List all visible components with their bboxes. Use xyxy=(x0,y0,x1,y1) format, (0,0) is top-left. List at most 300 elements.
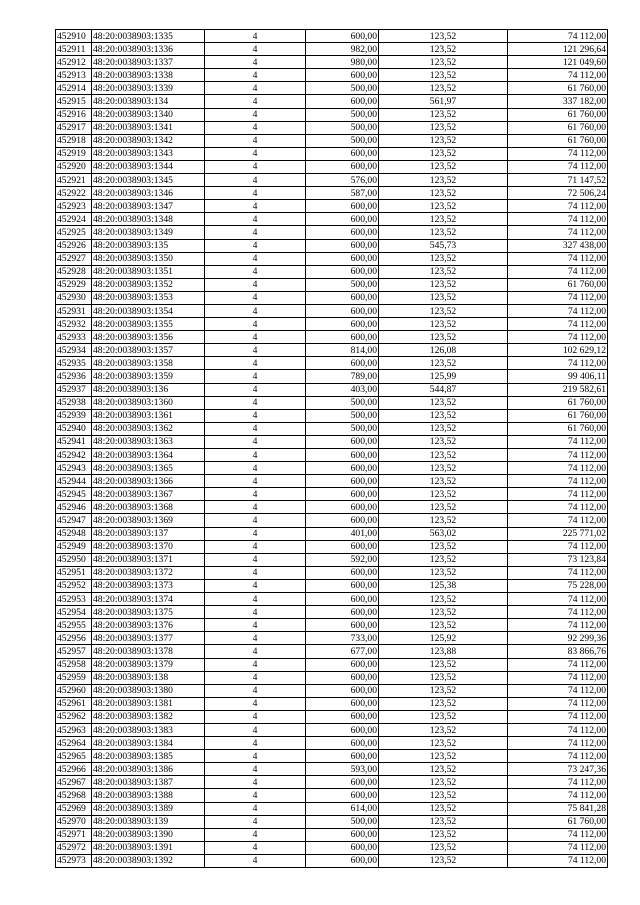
cadastral-value-cell: 74 112,00 xyxy=(508,147,608,160)
category-cell: 4 xyxy=(205,697,306,710)
unit-value-cell: 123,52 xyxy=(379,854,508,867)
category-cell: 4 xyxy=(205,213,306,226)
category-cell: 4 xyxy=(205,95,306,108)
area-cell: 500,00 xyxy=(306,396,379,409)
table-row xyxy=(56,304,608,317)
cadastral-number-cell: 48:20:0038903:1353 xyxy=(92,291,205,304)
row-number-cell: 452912 xyxy=(56,56,92,69)
unit-value-cell: 125,38 xyxy=(379,579,508,592)
cadastral-value-cell: 121 049,60 xyxy=(508,56,608,69)
area-cell: 600,00 xyxy=(306,147,379,160)
unit-value-cell: 123,52 xyxy=(379,108,508,121)
category-cell: 4 xyxy=(205,291,306,304)
unit-value-cell: 123,52 xyxy=(379,121,508,134)
cadastral-value-cell: 61 760,00 xyxy=(508,815,608,828)
area-cell: 401,00 xyxy=(306,527,379,540)
row-number-cell: 452934 xyxy=(56,344,92,357)
table-row xyxy=(56,69,608,82)
row-number-cell: 452950 xyxy=(56,553,92,566)
area-cell: 500,00 xyxy=(306,422,379,435)
category-cell: 4 xyxy=(205,789,306,802)
cadastral-number-cell: 48:20:0038903:1378 xyxy=(92,645,205,658)
table-row xyxy=(56,213,608,226)
row-number-cell: 452937 xyxy=(56,383,92,396)
category-cell: 4 xyxy=(205,187,306,200)
cadastral-number-cell: 48:20:0038903:1340 xyxy=(92,108,205,121)
category-cell: 4 xyxy=(205,776,306,789)
table-row xyxy=(56,645,608,658)
table-row xyxy=(56,462,608,475)
table-row xyxy=(56,43,608,56)
cadastral-value-cell: 74 112,00 xyxy=(508,252,608,265)
area-cell: 600,00 xyxy=(306,488,379,501)
table-row xyxy=(56,134,608,147)
cadastral-number-cell: 48:20:0038903:1369 xyxy=(92,514,205,527)
row-number-cell: 452961 xyxy=(56,697,92,710)
cadastral-number-cell: 48:20:0038903:1383 xyxy=(92,723,205,736)
unit-value-cell: 123,52 xyxy=(379,514,508,527)
row-number-cell: 452955 xyxy=(56,619,92,632)
table-row xyxy=(56,566,608,579)
cadastral-number-cell: 48:20:0038903:138 xyxy=(92,671,205,684)
row-number-cell: 452928 xyxy=(56,265,92,278)
unit-value-cell: 123,52 xyxy=(379,619,508,632)
area-cell: 600,00 xyxy=(306,828,379,841)
area-cell: 814,00 xyxy=(306,344,379,357)
row-number-cell: 452949 xyxy=(56,540,92,553)
category-cell: 4 xyxy=(205,593,306,606)
cadastral-value-cell: 75 228,00 xyxy=(508,579,608,592)
table-row xyxy=(56,658,608,671)
row-number-cell: 452957 xyxy=(56,645,92,658)
cadastral-number-cell: 48:20:0038903:1335 xyxy=(92,30,205,43)
cadastral-number-cell: 48:20:0038903:1380 xyxy=(92,684,205,697)
category-cell: 4 xyxy=(205,226,306,239)
category-cell: 4 xyxy=(205,331,306,344)
category-cell: 4 xyxy=(205,553,306,566)
row-number-cell: 452953 xyxy=(56,593,92,606)
area-cell: 500,00 xyxy=(306,815,379,828)
unit-value-cell: 123,52 xyxy=(379,566,508,579)
row-number-cell: 452959 xyxy=(56,671,92,684)
unit-value-cell: 123,52 xyxy=(379,488,508,501)
cadastral-number-cell: 48:20:0038903:1360 xyxy=(92,396,205,409)
row-number-cell: 452963 xyxy=(56,723,92,736)
area-cell: 733,00 xyxy=(306,632,379,645)
cadastral-value-cell: 74 112,00 xyxy=(508,331,608,344)
unit-value-cell: 123,52 xyxy=(379,134,508,147)
category-cell: 4 xyxy=(205,435,306,448)
unit-value-cell: 123,52 xyxy=(379,396,508,409)
row-number-cell: 452951 xyxy=(56,566,92,579)
cadastral-number-cell: 48:20:0038903:1337 xyxy=(92,56,205,69)
category-cell: 4 xyxy=(205,318,306,331)
row-number-cell: 452947 xyxy=(56,514,92,527)
row-number-cell: 452962 xyxy=(56,710,92,723)
cadastral-value-cell: 74 112,00 xyxy=(508,357,608,370)
unit-value-cell: 123,52 xyxy=(379,56,508,69)
cadastral-number-cell: 48:20:0038903:1370 xyxy=(92,540,205,553)
category-cell: 4 xyxy=(205,252,306,265)
table-row xyxy=(56,239,608,252)
table-row xyxy=(56,357,608,370)
category-cell: 4 xyxy=(205,108,306,121)
row-number-cell: 452968 xyxy=(56,789,92,802)
unit-value-cell: 123,52 xyxy=(379,409,508,422)
unit-value-cell: 123,52 xyxy=(379,697,508,710)
row-number-cell: 452921 xyxy=(56,174,92,187)
cadastral-value-cell: 74 112,00 xyxy=(508,304,608,317)
cadastral-value-cell: 74 112,00 xyxy=(508,710,608,723)
cadastral-number-cell: 48:20:0038903:136 xyxy=(92,383,205,396)
unit-value-cell: 123,52 xyxy=(379,553,508,566)
category-cell: 4 xyxy=(205,449,306,462)
area-cell: 600,00 xyxy=(306,697,379,710)
row-number-cell: 452941 xyxy=(56,435,92,448)
area-cell: 600,00 xyxy=(306,710,379,723)
unit-value-cell: 123,52 xyxy=(379,462,508,475)
cadastral-number-cell: 48:20:0038903:1362 xyxy=(92,422,205,435)
category-cell: 4 xyxy=(205,737,306,750)
unit-value-cell: 123,52 xyxy=(379,540,508,553)
row-number-cell: 452946 xyxy=(56,501,92,514)
cadastral-value-cell: 83 866,76 xyxy=(508,645,608,658)
cadastral-value-cell: 74 112,00 xyxy=(508,449,608,462)
category-cell: 4 xyxy=(205,501,306,514)
unit-value-cell: 123,52 xyxy=(379,841,508,854)
cadastral-value-cell: 61 760,00 xyxy=(508,82,608,95)
category-cell: 4 xyxy=(205,462,306,475)
cadastral-value-cell: 74 112,00 xyxy=(508,462,608,475)
row-number-cell: 452932 xyxy=(56,318,92,331)
row-number-cell: 452927 xyxy=(56,252,92,265)
table-row xyxy=(56,331,608,344)
table-row xyxy=(56,750,608,763)
table-row xyxy=(56,789,608,802)
row-number-cell: 452952 xyxy=(56,579,92,592)
row-number-cell: 452930 xyxy=(56,291,92,304)
table-row xyxy=(56,291,608,304)
table-row xyxy=(56,409,608,422)
cadastral-value-cell: 74 112,00 xyxy=(508,30,608,43)
row-number-cell: 452913 xyxy=(56,69,92,82)
cadastral-value-cell: 74 112,00 xyxy=(508,789,608,802)
cadastral-value-cell: 121 296,64 xyxy=(508,43,608,56)
area-cell: 614,00 xyxy=(306,802,379,815)
unit-value-cell: 123,52 xyxy=(379,213,508,226)
cadastral-number-cell: 48:20:0038903:1368 xyxy=(92,501,205,514)
table-row xyxy=(56,160,608,173)
cadastral-value-cell: 74 112,00 xyxy=(508,291,608,304)
table-row xyxy=(56,147,608,160)
cadastral-number-cell: 48:20:0038903:1361 xyxy=(92,409,205,422)
cadastral-value-cell: 73 123,84 xyxy=(508,553,608,566)
row-number-cell: 452924 xyxy=(56,213,92,226)
row-number-cell: 452956 xyxy=(56,632,92,645)
cadastral-value-cell: 74 112,00 xyxy=(508,723,608,736)
category-cell: 4 xyxy=(205,828,306,841)
row-number-cell: 452931 xyxy=(56,304,92,317)
row-number-cell: 452954 xyxy=(56,606,92,619)
cadastral-value-cell: 74 112,00 xyxy=(508,501,608,514)
cadastral-value-cell: 61 760,00 xyxy=(508,396,608,409)
cadastral-value-cell: 74 112,00 xyxy=(508,435,608,448)
table-row xyxy=(56,449,608,462)
category-cell: 4 xyxy=(205,619,306,632)
row-number-cell: 452923 xyxy=(56,200,92,213)
cadastral-value-cell: 74 112,00 xyxy=(508,226,608,239)
area-cell: 600,00 xyxy=(306,475,379,488)
cadastral-value-cell: 74 112,00 xyxy=(508,828,608,841)
row-number-cell: 452973 xyxy=(56,854,92,867)
category-cell: 4 xyxy=(205,278,306,291)
cadastral-value-cell: 61 760,00 xyxy=(508,108,608,121)
cadastral-value-cell: 61 760,00 xyxy=(508,422,608,435)
area-cell: 677,00 xyxy=(306,645,379,658)
cadastral-value-cell: 74 112,00 xyxy=(508,475,608,488)
unit-value-cell: 123,52 xyxy=(379,435,508,448)
area-cell: 600,00 xyxy=(306,318,379,331)
table-row xyxy=(56,632,608,645)
row-number-cell: 452943 xyxy=(56,462,92,475)
cadastral-number-cell: 48:20:0038903:1390 xyxy=(92,828,205,841)
cadastral-value-cell: 61 760,00 xyxy=(508,278,608,291)
area-cell: 600,00 xyxy=(306,789,379,802)
cadastral-number-cell: 48:20:0038903:1389 xyxy=(92,802,205,815)
unit-value-cell: 123,52 xyxy=(379,815,508,828)
cadastral-value-cell: 99 406,11 xyxy=(508,370,608,383)
cadastral-value-cell: 72 506,24 xyxy=(508,187,608,200)
cadastral-number-cell: 48:20:0038903:1363 xyxy=(92,435,205,448)
table-row xyxy=(56,226,608,239)
area-cell: 600,00 xyxy=(306,95,379,108)
area-cell: 600,00 xyxy=(306,449,379,462)
row-number-cell: 452960 xyxy=(56,684,92,697)
unit-value-cell: 123,52 xyxy=(379,449,508,462)
row-number-cell: 452917 xyxy=(56,121,92,134)
cadastral-number-cell: 48:20:0038903:1346 xyxy=(92,187,205,200)
area-cell: 600,00 xyxy=(306,737,379,750)
table-row xyxy=(56,488,608,501)
area-cell: 600,00 xyxy=(306,265,379,278)
cadastral-value-cell: 74 112,00 xyxy=(508,619,608,632)
area-cell: 600,00 xyxy=(306,30,379,43)
table-row xyxy=(56,776,608,789)
cadastral-number-cell: 48:20:0038903:1375 xyxy=(92,606,205,619)
area-cell: 500,00 xyxy=(306,108,379,121)
area-cell: 600,00 xyxy=(306,435,379,448)
cadastral-value-cell: 74 112,00 xyxy=(508,318,608,331)
row-number-cell: 452911 xyxy=(56,43,92,56)
unit-value-cell: 123,52 xyxy=(379,776,508,789)
cadastral-value-cell: 74 112,00 xyxy=(508,671,608,684)
area-cell: 600,00 xyxy=(306,566,379,579)
area-cell: 600,00 xyxy=(306,501,379,514)
table-row xyxy=(56,370,608,383)
unit-value-cell: 125,99 xyxy=(379,370,508,383)
table-row xyxy=(56,383,608,396)
cadastral-number-cell: 48:20:0038903:134 xyxy=(92,95,205,108)
unit-value-cell: 545,73 xyxy=(379,239,508,252)
area-cell: 500,00 xyxy=(306,121,379,134)
unit-value-cell: 123,52 xyxy=(379,684,508,697)
row-number-cell: 452964 xyxy=(56,737,92,750)
category-cell: 4 xyxy=(205,56,306,69)
category-cell: 4 xyxy=(205,409,306,422)
cadastral-value-cell: 74 112,00 xyxy=(508,566,608,579)
cadastral-number-cell: 48:20:0038903:1354 xyxy=(92,304,205,317)
area-cell: 600,00 xyxy=(306,331,379,344)
row-number-cell: 452945 xyxy=(56,488,92,501)
category-cell: 4 xyxy=(205,671,306,684)
cadastral-value-cell: 71 147,52 xyxy=(508,174,608,187)
category-cell: 4 xyxy=(205,147,306,160)
cadastral-value-table xyxy=(55,29,608,868)
unit-value-cell: 123,52 xyxy=(379,278,508,291)
area-cell: 593,00 xyxy=(306,763,379,776)
table-row xyxy=(56,527,608,540)
table-row xyxy=(56,723,608,736)
cadastral-value-cell: 73 247,36 xyxy=(508,763,608,776)
unit-value-cell: 123,52 xyxy=(379,357,508,370)
table-row xyxy=(56,396,608,409)
unit-value-cell: 123,52 xyxy=(379,737,508,750)
unit-value-cell: 123,52 xyxy=(379,763,508,776)
cadastral-number-cell: 48:20:0038903:1344 xyxy=(92,160,205,173)
row-number-cell: 452935 xyxy=(56,357,92,370)
area-cell: 600,00 xyxy=(306,540,379,553)
area-cell: 600,00 xyxy=(306,252,379,265)
area-cell: 500,00 xyxy=(306,82,379,95)
row-number-cell: 452926 xyxy=(56,239,92,252)
area-cell: 500,00 xyxy=(306,409,379,422)
unit-value-cell: 123,88 xyxy=(379,645,508,658)
category-cell: 4 xyxy=(205,514,306,527)
category-cell: 4 xyxy=(205,265,306,278)
table-row xyxy=(56,56,608,69)
unit-value-cell: 123,52 xyxy=(379,252,508,265)
table-row xyxy=(56,841,608,854)
cadastral-number-cell: 48:20:0038903:1371 xyxy=(92,553,205,566)
table-row xyxy=(56,278,608,291)
cadastral-number-cell: 48:20:0038903:1388 xyxy=(92,789,205,802)
cadastral-value-cell: 225 771,02 xyxy=(508,527,608,540)
cadastral-number-cell: 48:20:0038903:1355 xyxy=(92,318,205,331)
category-cell: 4 xyxy=(205,658,306,671)
table-row xyxy=(56,252,608,265)
cadastral-number-cell: 48:20:0038903:1339 xyxy=(92,82,205,95)
cadastral-value-cell: 74 112,00 xyxy=(508,658,608,671)
area-cell: 600,00 xyxy=(306,658,379,671)
category-cell: 4 xyxy=(205,69,306,82)
cadastral-value-cell: 102 629,12 xyxy=(508,344,608,357)
category-cell: 4 xyxy=(205,239,306,252)
row-number-cell: 452919 xyxy=(56,147,92,160)
area-cell: 789,00 xyxy=(306,370,379,383)
area-cell: 600,00 xyxy=(306,619,379,632)
category-cell: 4 xyxy=(205,134,306,147)
row-number-cell: 452936 xyxy=(56,370,92,383)
cadastral-number-cell: 48:20:0038903:1382 xyxy=(92,710,205,723)
unit-value-cell: 123,52 xyxy=(379,318,508,331)
area-cell: 600,00 xyxy=(306,200,379,213)
cadastral-number-cell: 48:20:0038903:1385 xyxy=(92,750,205,763)
cadastral-value-cell: 74 112,00 xyxy=(508,69,608,82)
unit-value-cell: 123,52 xyxy=(379,723,508,736)
row-number-cell: 452918 xyxy=(56,134,92,147)
row-number-cell: 452922 xyxy=(56,187,92,200)
cadastral-number-cell: 48:20:0038903:1348 xyxy=(92,213,205,226)
category-cell: 4 xyxy=(205,540,306,553)
area-cell: 600,00 xyxy=(306,69,379,82)
cadastral-value-cell: 219 582,61 xyxy=(508,383,608,396)
row-number-cell: 452967 xyxy=(56,776,92,789)
area-cell: 600,00 xyxy=(306,291,379,304)
unit-value-cell: 123,52 xyxy=(379,69,508,82)
row-number-cell: 452966 xyxy=(56,763,92,776)
unit-value-cell: 123,52 xyxy=(379,658,508,671)
area-cell: 600,00 xyxy=(306,684,379,697)
row-number-cell: 452972 xyxy=(56,841,92,854)
cadastral-value-cell: 74 112,00 xyxy=(508,684,608,697)
category-cell: 4 xyxy=(205,160,306,173)
area-cell: 403,00 xyxy=(306,383,379,396)
area-cell: 600,00 xyxy=(306,514,379,527)
row-number-cell: 452969 xyxy=(56,802,92,815)
cadastral-value-cell: 74 112,00 xyxy=(508,213,608,226)
category-cell: 4 xyxy=(205,30,306,43)
category-cell: 4 xyxy=(205,710,306,723)
cadastral-number-cell: 48:20:0038903:1350 xyxy=(92,252,205,265)
unit-value-cell: 123,52 xyxy=(379,200,508,213)
table-row xyxy=(56,553,608,566)
area-cell: 600,00 xyxy=(306,593,379,606)
row-number-cell: 452942 xyxy=(56,449,92,462)
area-cell: 600,00 xyxy=(306,750,379,763)
table-row xyxy=(56,422,608,435)
table-row xyxy=(56,95,608,108)
table-row xyxy=(56,828,608,841)
area-cell: 600,00 xyxy=(306,606,379,619)
table-row xyxy=(56,200,608,213)
area-cell: 982,00 xyxy=(306,43,379,56)
category-cell: 4 xyxy=(205,606,306,619)
cadastral-value-cell: 74 112,00 xyxy=(508,160,608,173)
area-cell: 600,00 xyxy=(306,304,379,317)
cadastral-value-cell: 74 112,00 xyxy=(508,750,608,763)
area-cell: 500,00 xyxy=(306,278,379,291)
cadastral-number-cell: 48:20:0038903:1347 xyxy=(92,200,205,213)
area-cell: 587,00 xyxy=(306,187,379,200)
cadastral-value-cell: 74 112,00 xyxy=(508,488,608,501)
row-number-cell: 452925 xyxy=(56,226,92,239)
row-number-cell: 452915 xyxy=(56,95,92,108)
unit-value-cell: 123,52 xyxy=(379,265,508,278)
category-cell: 4 xyxy=(205,802,306,815)
cadastral-number-cell: 48:20:0038903:137 xyxy=(92,527,205,540)
area-cell: 600,00 xyxy=(306,226,379,239)
table-row xyxy=(56,501,608,514)
category-cell: 4 xyxy=(205,174,306,187)
cadastral-number-cell: 48:20:0038903:1392 xyxy=(92,854,205,867)
category-cell: 4 xyxy=(205,121,306,134)
unit-value-cell: 123,52 xyxy=(379,422,508,435)
unit-value-cell: 123,52 xyxy=(379,501,508,514)
area-cell: 600,00 xyxy=(306,357,379,370)
cadastral-value-cell: 74 112,00 xyxy=(508,200,608,213)
unit-value-cell: 123,52 xyxy=(379,789,508,802)
row-number-cell: 452939 xyxy=(56,409,92,422)
